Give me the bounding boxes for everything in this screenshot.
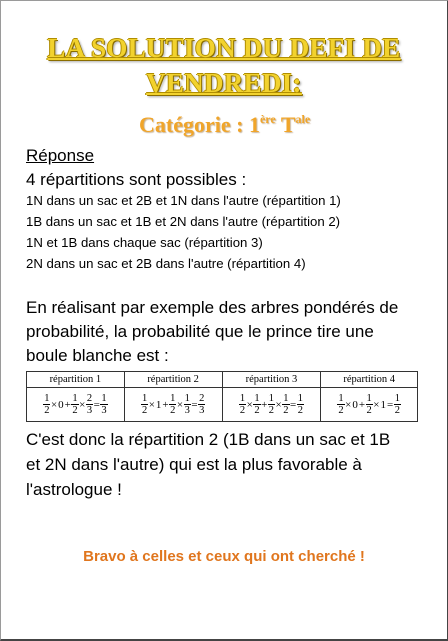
title-line-1: LA SOLUTION DU DEFI DE (47, 33, 401, 63)
paragraph-line-2: probabilité, la probabilité que le prince tire une (26, 322, 374, 341)
formula-cell (124, 388, 222, 422)
formula-symbol: × (275, 398, 282, 411)
paragraph-line-3: boule blanche est : (26, 346, 169, 365)
formula-symbol: + (261, 398, 268, 411)
fraction: $\frac{1}{2}$ (239, 393, 246, 416)
formula-symbol: 0 (58, 398, 64, 411)
formula-symbol: 0 (352, 398, 358, 411)
formula-symbol: × (79, 398, 86, 411)
reponse-heading: Réponse (26, 146, 95, 165)
formula-symbol: × (246, 398, 253, 411)
fraction: $\frac{1}{2}$ (338, 393, 344, 416)
formula-symbol: + (358, 398, 366, 411)
formula-symbol: = (191, 398, 198, 411)
repartition-2: 1B dans un sac et 1B et 2N dans l'autre (répartition 2) (26, 214, 341, 229)
bravo-message: Bravo à celles et ceux qui ont cherché ! (83, 548, 365, 565)
probability-table (26, 371, 418, 422)
fraction: $\frac{2}{3}$ (86, 393, 93, 416)
formula-symbol: × (148, 398, 155, 411)
formula-symbol: × (373, 398, 380, 411)
formula-symbol: + (64, 398, 71, 411)
formula-symbol: 1 (380, 398, 387, 411)
formula-symbol: = (387, 398, 394, 411)
fraction: $\frac{1}{2}$ (254, 393, 260, 416)
fraction: $\frac{1}{2}$ (283, 393, 289, 416)
formula-symbol: = (93, 398, 100, 411)
repartition-1: 1N dans un sac et 2B et 1N dans l'autre (répartition 1) (26, 193, 341, 208)
repartition-4: 2N dans un sac et 2B dans l'autre (répartition 4) (26, 256, 306, 271)
formula-symbol: × (50, 398, 58, 411)
table-header: répartition 4 (321, 372, 418, 388)
conclusion-line-3: l'astrologue ! (26, 480, 122, 499)
formula-cell (222, 388, 321, 422)
table-header: répartition 3 (222, 372, 321, 388)
fraction: $\frac{1}{2}$ (366, 393, 372, 416)
fraction: $\frac{1}{3}$ (184, 393, 190, 416)
formula-symbol: 1 (155, 398, 162, 411)
fraction: $\frac{1}{3}$ (101, 393, 107, 416)
repartition-3: 1N et 1B dans chaque sac (répartition 3) (26, 235, 263, 250)
formula-cell (321, 388, 418, 422)
formula-symbol: = (290, 398, 297, 411)
fraction: $\frac{1}{2}$ (141, 393, 148, 416)
fraction: $\frac{1}{2}$ (394, 393, 400, 416)
category-label: Catégorie : 1ère $T^{ale}$ (139, 112, 311, 137)
conclusion-line-1: C'est donc la répartition 2 (1B dans un sac et 1B (26, 430, 391, 449)
fraction: $\frac{1}{2}$ (268, 393, 275, 416)
formula-cell (27, 388, 125, 422)
formula-symbol: × (176, 398, 184, 411)
fraction: $\frac{1}{2}$ (72, 393, 78, 416)
formula-symbol: × (345, 398, 352, 411)
formula-symbol: + (162, 398, 169, 411)
fraction: $\frac{1}{2}$ (44, 393, 50, 416)
table-header: répartition 2 (124, 372, 222, 388)
fraction: $\frac{2}{3}$ (199, 393, 205, 416)
conclusion-line-2: et 2N dans l'autre) qui est la plus favorable à (26, 455, 362, 474)
intro-text: 4 répartitions sont possibles : (26, 170, 247, 189)
paragraph-line-1: En réalisant par exemple des arbres pondérés de (26, 298, 399, 317)
title-line-2: VENDREDI: (146, 68, 302, 98)
table-row (27, 388, 418, 422)
table-header: répartition 1 (27, 372, 125, 388)
table-header-row (27, 372, 418, 388)
fraction: $\frac{1}{2}$ (170, 393, 176, 416)
fraction: $\frac{1}{2}$ (297, 393, 303, 416)
